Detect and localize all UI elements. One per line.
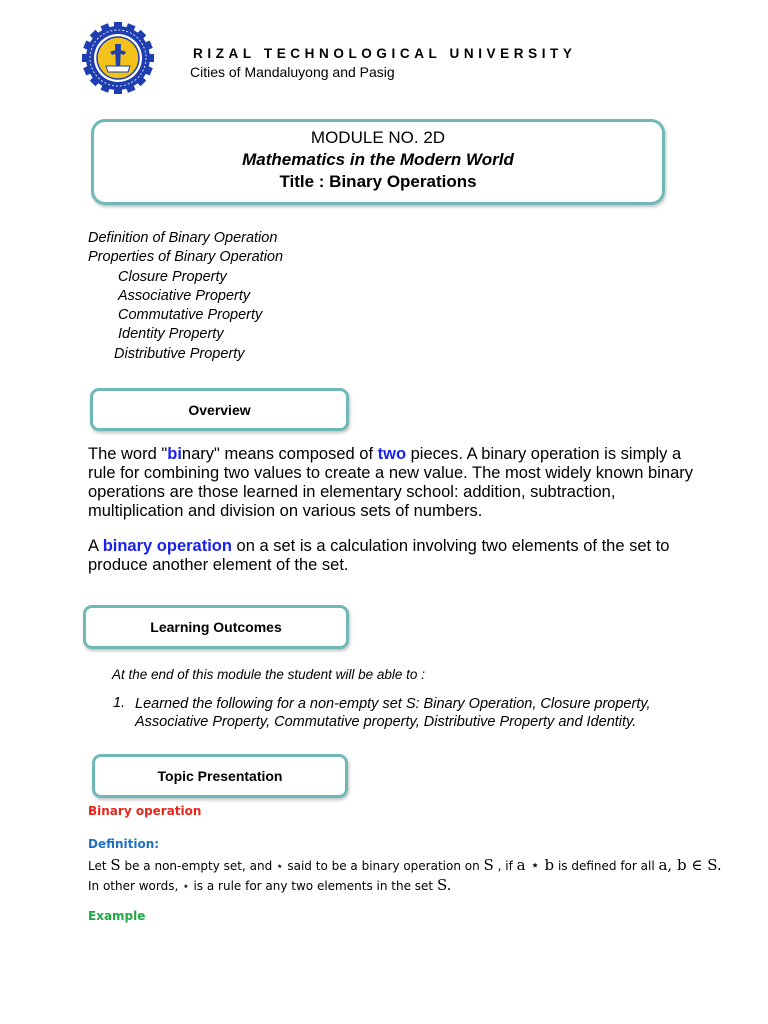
highlight-two: two (377, 445, 407, 463)
university-name: RIZAL TECHNOLOGICAL UNIVERSITY (193, 46, 577, 61)
outcome-text: Learned the following for a non-empty set S: Binary Operation, Closure property, Associative Property, Commutative property, Distributive Property and Identity. (135, 696, 651, 730)
definition-line-2: In other words, ⋆ is a rule for any two elements in the set S. (88, 876, 452, 894)
module-course: Mathematics in the Modern World (242, 150, 514, 169)
toc-item: Closure Property (118, 269, 227, 285)
definition-label: Definition: (88, 837, 160, 851)
toc-item: Identity Property (118, 326, 224, 342)
overview-paragraph-1: The word "binary" means composed of two pieces. A binary operation is simply a rule for combining two values to create a new value. The most widely known binary operations are those learned in elementary school: addition, subtraction, multiplication and division on various sets of numbers. (88, 445, 693, 520)
module-number: MODULE NO. 2D (310, 128, 446, 147)
highlight-bi: bi (167, 445, 182, 463)
seal-gear-tooth (82, 54, 90, 62)
seal-gear-tooth (114, 86, 122, 94)
topic-presentation-heading: Topic Presentation (92, 754, 348, 798)
definition-line-1: Let S be a non-empty set, and ⋆ said to be a binary operation on S , if a ⋆ b is defined for all a, b ∈ S. (88, 856, 722, 874)
binary-operation-heading: Binary operation (88, 804, 202, 818)
module-title-box (91, 119, 665, 205)
example-label: Example (88, 909, 146, 923)
toc-item: Definition of Binary Operation (88, 230, 278, 246)
toc-item: Commutative Property (118, 307, 263, 323)
highlight-binary-operation: binary operation (102, 537, 232, 555)
university-seal-logo (82, 22, 154, 94)
learning-outcomes-heading: Learning Outcomes (83, 605, 349, 649)
outcome-number: 1. (113, 695, 126, 711)
overview-paragraph-2: A binary operation on a set is a calculation involving two elements of the set to produce another element of the set. (88, 537, 670, 574)
seal-gear-tooth (146, 54, 154, 62)
toc-item: Distributive Property (114, 346, 245, 362)
overview-heading: Overview (90, 388, 349, 431)
outcomes-intro: At the end of this module the student will be able to : (112, 667, 425, 682)
toc-item: Properties of Binary Operation (88, 249, 284, 265)
toc-item: Associative Property (118, 288, 251, 304)
module-title: Title : Binary Operations (279, 172, 477, 191)
university-subtitle: Cities of Mandaluyong and Pasig (190, 64, 395, 80)
seal-gear-tooth (114, 22, 122, 30)
